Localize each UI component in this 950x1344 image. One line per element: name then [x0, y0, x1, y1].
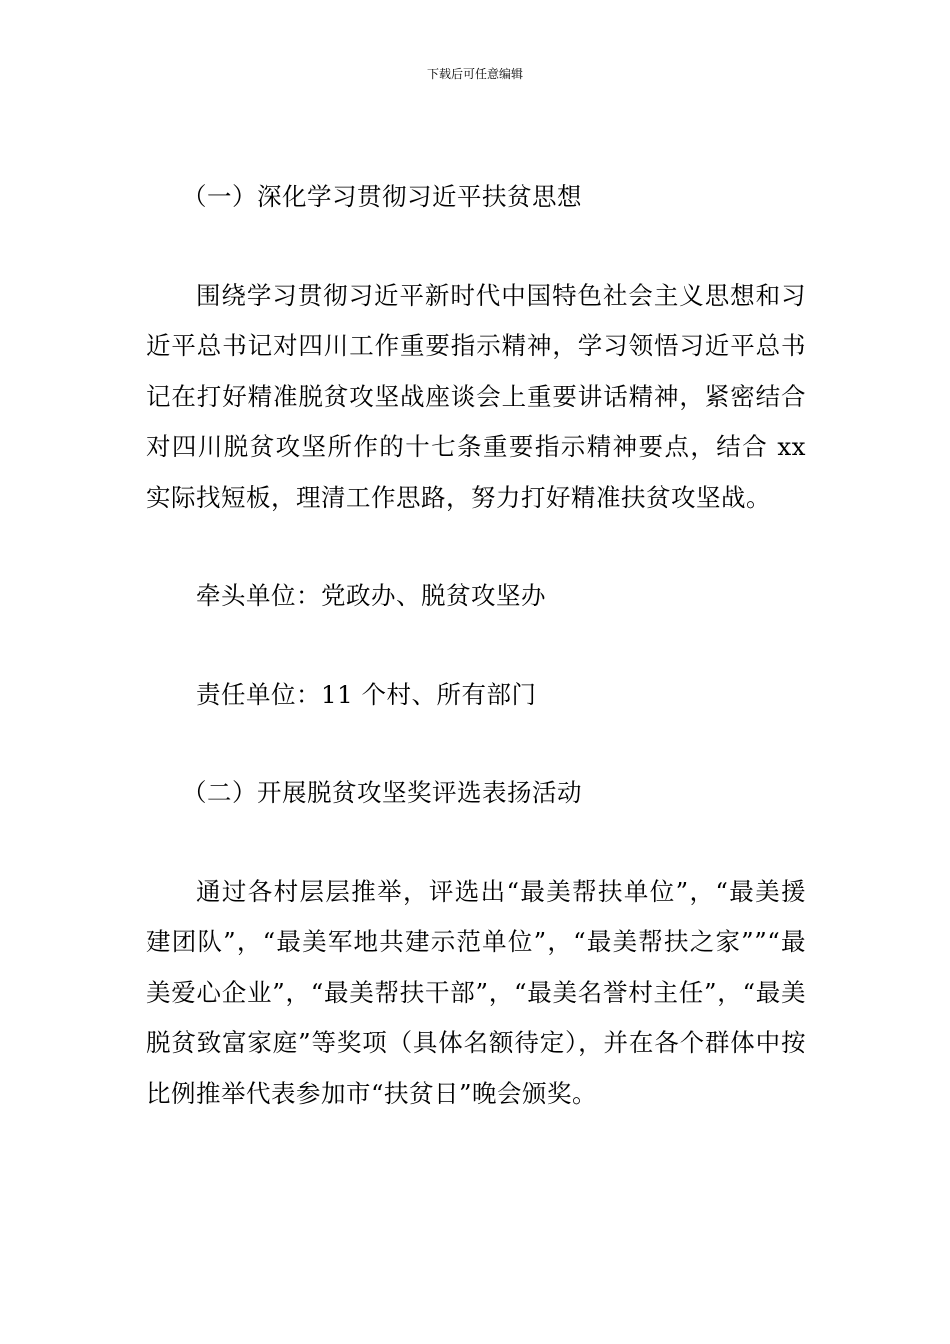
- section-1-heading: （一）深化学习贯彻习近平扶贫思想: [182, 182, 582, 211]
- page-header: 下载后可任意编辑: [426, 67, 523, 81]
- section-1-lead-unit: 牵头单位：党政办、脱贫攻坚办: [196, 581, 546, 610]
- section-1-paragraph: 围绕学习贯彻习近平新时代中国特色社会主义思想和习近平总书记对四川工作重要指示精神，学习领悟习近平总书记在打好精准脱贫攻坚战座谈会上重要讲话精神，紧密结合对四川脱贫攻坚所作的十七条重要指示精神要点，结合 xx 实际找短板，理清工作思路，努力打好精准扶贫攻坚战。: [146, 280, 806, 512]
- section-2-heading: （二）开展脱贫攻坚奖评选表扬活动: [182, 778, 582, 807]
- section-2-paragraph: 通过各村层层推举，评选出“最美帮扶单位”，“最美援建团队”，“最美军地共建示范单位”，“最美帮扶之家””“最美爱心企业”，“最美帮扶干部”，“最美名誉村主任”，“最美脱贫致富家庭”等奖项（具体名额待定），并在各个群体中按比例推举代表参加市“扶贫日”晚会颁奖。: [146, 876, 806, 1108]
- document-body: [146, 172, 806, 1119]
- section-1-responsible-unit: 责任单位：11 个村、所有部门: [196, 679, 537, 709]
